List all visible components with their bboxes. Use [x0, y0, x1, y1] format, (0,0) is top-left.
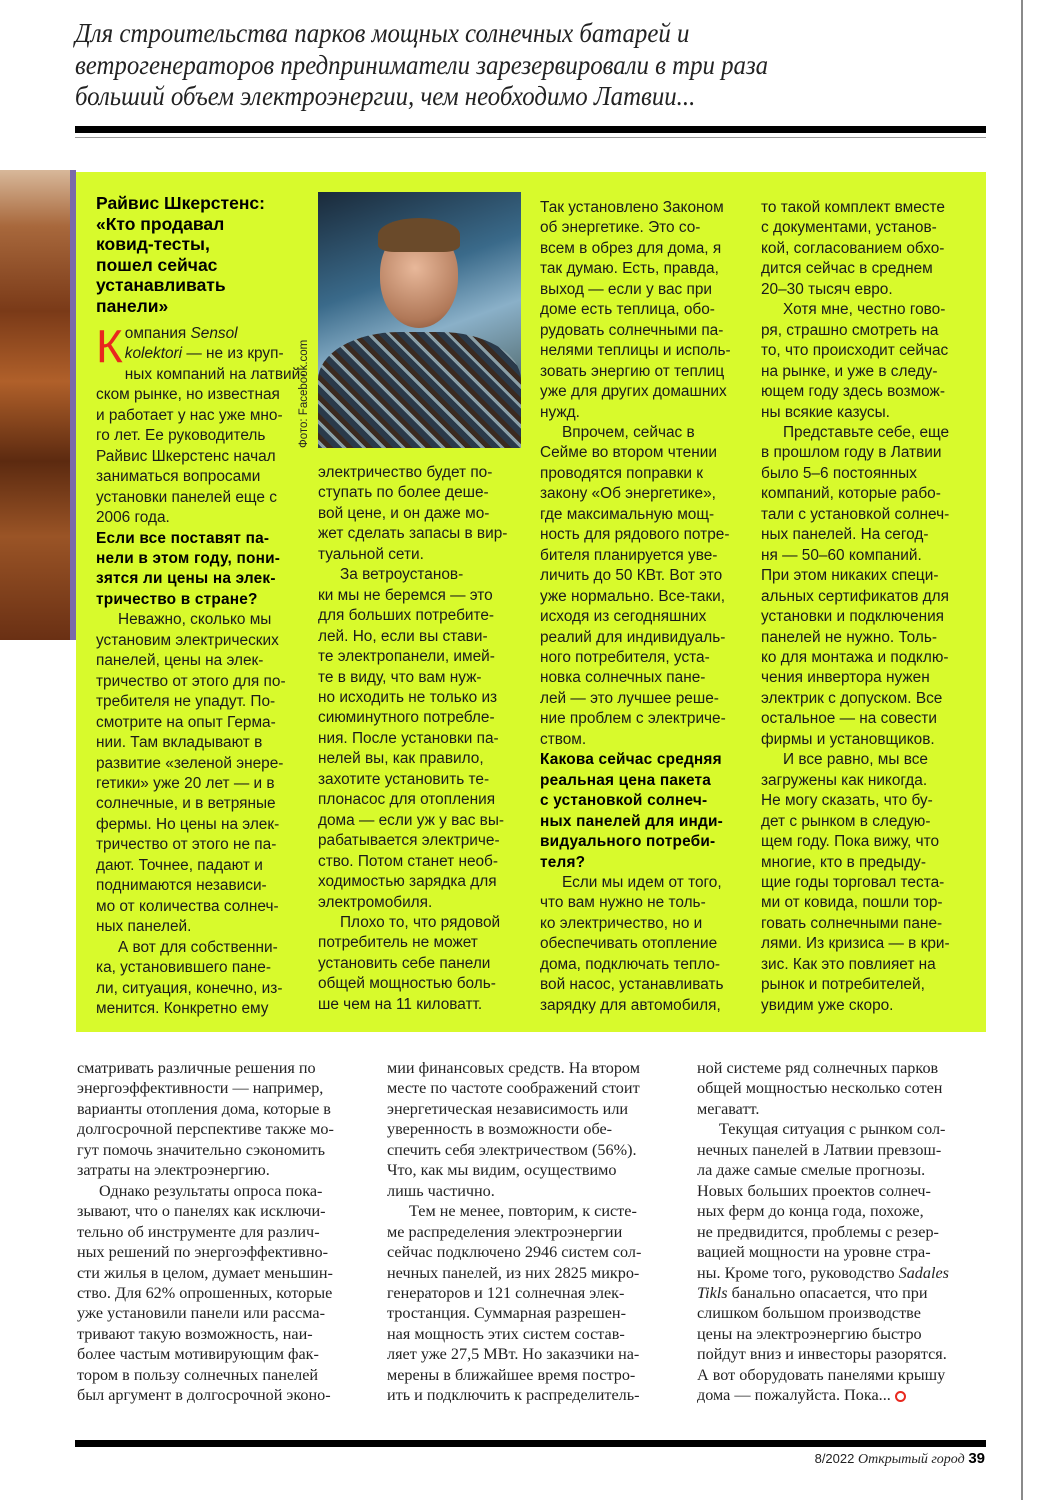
- article-text: Текущая ситуация с рынком сол- нечных панелей в Латвии превзош- ла даже самые смелые прогнозы. Новых больших проектов солнеч- ных ферм до конца года, похоже, не предвидится, проблемы с резер- вацией мощности на уровне стра- ны. Кроме того, руководство: [697, 1120, 946, 1282]
- article-column-3: [697, 1058, 992, 1406]
- page-footer: [815, 1450, 985, 1468]
- wood-photo-edge: [0, 170, 70, 640]
- end-of-article-icon: [895, 1391, 906, 1402]
- sidebar-column-4: [761, 198, 971, 1016]
- article-paragraph: ной системе ряд солнечных парков общей мощностью несколько сотен мегаватт.: [697, 1059, 943, 1118]
- article-paragraph: мии финансовых средств. На втором месте по частоте соображений стоит энергетическая независимость или уверенность в возможности обе- спечить себя электричеством (56%). Что, как мы видим, осуществимо лишь частично.: [387, 1059, 640, 1200]
- question-2: Какова сейчас средняя реальная цена пакета с установкой солнеч- ных панелей для инди- видуального потреби- теля?: [540, 751, 723, 871]
- answer-paragraph: Если мы идем от того, что вам нужно не толь- ко электричество, но и обеспечивать отопление дома, подключать тепло- вой насос, устанавливать зарядку для автомобиля,: [540, 873, 724, 1014]
- answer-paragraph: И все равно, мы все загружены как никогда. Не могу сказать, что бу- дет с рынком в следую- щем году. Пока вижу, что многие, кто в предыду- щие годы торговал теста- ми от ковида, пошли тор- говать солнечными пане- лями. Из кризиса — в кри- зис. Как это повлияет на рынок и потребителей, увидим уже скоро.: [761, 751, 950, 1014]
- answer-paragraph: За ветроустанов- ки мы не беремся — это для больших потребите- лей. Но, если вы стави- те электропанели, имей- те в виду, что вам нуж- но исходить не только из сиюминутного потребле- ния. После установки па- нелей вы, как правило, захотите установить те- плонасос для отопления дома — если уж у вас вы- рабатывается электриче- ство. Потом станет необ- ходимостью зарядка для электромобиля.: [318, 566, 505, 911]
- answer-paragraph: Впрочем, сейчас в Сейме во втором чтении проводятся поправки к закону «Об энергетике», где максимальную мощ- ность для рядового потре- бителя планируется уве- личить до 50 КВт. Вот это уже нормально. Все-таки, исходя из сегодняшних реалий для индивидуаль- ного потребителя, уста- новка солнечных пане- лей — это лучшее реше- ние проблем с электриче- ством.: [540, 423, 730, 748]
- answer-paragraph: Плохо то, что рядовой потребитель не может установить себе панели общей мощностью боль- ше чем на 11 киловатт.: [318, 913, 501, 1013]
- drop-cap: К: [96, 320, 123, 372]
- company-name-1: Sensol: [190, 325, 238, 342]
- answer-paragraph: Так установлено Законом об энергетике. Это со- всем в обрез для дома, я так думаю. Есть, правда, выход — если у вас при доме есть теплица, обо- рудовать солнечными па- нелями теплицы и исполь- зовать энергию от теплиц уже для других домашних нужд.: [540, 199, 731, 421]
- page-edge: [1021, 0, 1023, 1500]
- article-paragraph: сматривать различные решения по энергоэффективности — например, варианты отопления дома, которые в долгосрочной перспективе также мо- гут помочь значительно сэкономить затраты на электроэнергию.: [77, 1059, 334, 1180]
- sidebar-column-3: [540, 198, 745, 1016]
- company-name: Sadales Tikls: [697, 1263, 949, 1302]
- lead-text-2: — не из круп- ных компаний на латвий- ском рынке, но известная и работает у нас уже мно- го лет. Ее руководитель Райвис Шкерстенс начал заниматься вопросами установки панелей еще с 2006 года.: [96, 345, 306, 527]
- lead-text-1: омпания: [124, 325, 191, 342]
- article-column-2: [387, 1058, 682, 1406]
- answer-paragraph: электричество будет по- ступать по более деше- вой цене, и он даже мо- жет сделать запасы в вир- туальной сети.: [318, 464, 508, 563]
- question-1: Если все поставят па- нели в этом году, пони- зятся ли цены на элек- тричество в стране?: [96, 529, 281, 608]
- issue-number: 8/2022: [814, 1451, 855, 1466]
- divider-thick: [75, 126, 986, 133]
- article-column-1: [77, 1058, 372, 1406]
- photo-hair: [378, 218, 460, 252]
- article-paragraph: [697, 1119, 992, 1405]
- magazine-name: Открытый город: [857, 1452, 965, 1467]
- sidebar-headline: Райвис Шкерстенс: «Кто продавал ковид-тесты, пошел сейчас устанавливать панели»: [96, 193, 265, 316]
- photo-credit: Фото: Facebook.com: [298, 339, 310, 448]
- page-number: 39: [968, 1450, 985, 1467]
- article-text: банально опасается, что при слишком большом производстве цены на электроэнергию быстро пойдут вниз и инвесторы разорятся. А вот оборудовать панелями крышу дома — пожалуйста. Пока...: [697, 1283, 947, 1405]
- answer-paragraph: Представьте себе, еще в прошлом году в Латвии было 5–6 постоянных компаний, которые рабо- тали с установкой солнеч- ных панелей. На сегод- ня — 50–60 компаний. При этом никаких специ- альных сертификатов для установки и подключения панелей не нужно. Толь- ко для монтажа и подклю- чения инвертора нужен электрик с допуском. Все остальное — на совести фирмы и установщиков.: [761, 423, 950, 748]
- article-paragraph: Тем не менее, повторим, к систе- ме распределения электроэнергии сейчас подключено 2946 систем сол- нечных панелей, из них 2825 микро- генераторов и 121 солнечная элек- тростанция. Суммарная разрешен- ная мощность этих систем состав- ляет уже 27,5 МВт. Но заказчики на- мерены в ближайшее время постро- ить и подключить к распределитель-: [387, 1202, 642, 1405]
- answer-paragraph: то такой комплект вместе с документами, установ- кой, согласованием обхо- дится сейчас в среднем 20–30 тысяч евро.: [761, 199, 945, 298]
- footer-rule: [75, 1440, 986, 1447]
- portrait-photo: [318, 192, 521, 448]
- photo-shirt: [318, 332, 521, 448]
- answer-paragraph: Неважно, сколько мы установим электрических панелей, цены на элек- тричество от этого для по- требителя не упадут. По- смотрите на опыт Герма- нии. Там вкладывают в развитие «зеленой энере- гетики» уже 20 лет — и в солнечные, и в ветряные фермы. Но цены на элек- тричество от этого не па- дают. Точнее, падают и поднимаются независи- мо от количества солнеч- ных панелей.: [96, 611, 286, 936]
- divider-thin: [75, 137, 986, 138]
- answer-paragraph: Хотя мне, честно гово- ря, страшно смотреть на то, что происходит сейчас на рынке, и уже в следу- ющем году здесь возмож- ны всякие казусы.: [761, 301, 949, 421]
- answer-paragraph: А вот для собственни- ка, установившего пане- ли, ситуация, конечно, из- менится. Конкретно ему: [96, 938, 283, 1017]
- article-paragraph: Однако результаты опроса пока- зывают, что о панелях как исключи- тельно об инструменте для различ- ных решений по энергоэффективно- сти жилья в целом, думает меньшин- ство. Для 62% опрошенных, которые уже установили панели или рассма- тривают такую возможность, наи- более частым мотивирующим фак- тором в пользу солнечных панелей был аргумент в долгосрочной эконо-: [77, 1181, 333, 1405]
- sidebar-column-2: [318, 463, 523, 1015]
- intro-lede: Для строительства парков мощных солнечных батарей и ветрогенераторов предприниматели зарезервировали в три раза больший объем электроэнергии, чем необходимо Латвии...: [75, 18, 769, 111]
- company-name-2: kolektori: [124, 345, 183, 363]
